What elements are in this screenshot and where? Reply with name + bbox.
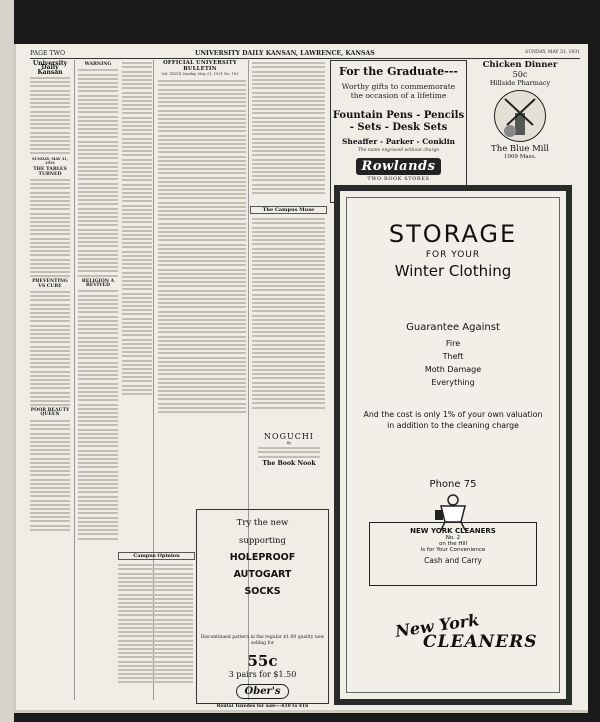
cleaner-convenience: Is for Your Convenience: [420, 547, 486, 553]
blue-mill-illustration: [494, 90, 546, 142]
pharmacy-name: Hillside Pharmacy: [489, 79, 551, 87]
column-editorial-2: [78, 60, 118, 700]
official-bulletin: [155, 60, 245, 76]
editorial-body: [30, 420, 70, 531]
holeproof-supporting: supporting: [239, 536, 286, 546]
editorial-heading: POOR BEAUTY QUEEN: [30, 408, 70, 418]
rental-tuxedos: Rental Tuxedos for sale---$10 to $16: [216, 704, 309, 709]
bulletin-title: OFFICIAL UNIVERSITY BULLETIN: [163, 60, 237, 72]
holeproof-try: Try the new: [236, 518, 289, 528]
noguchi-by: By: [286, 441, 292, 445]
campus-muse-poems: [252, 216, 325, 426]
grad-brands: Sheaffer - Parker - Conklin: [342, 137, 455, 146]
storage-ad: [334, 185, 572, 705]
storage-inner-frame: [346, 197, 560, 693]
blue-mill-address: 1009 Mass.: [503, 154, 537, 160]
paper-title: UNIVERSITY DAILY KANSAN, LAWRENCE, KANSAS: [195, 50, 375, 57]
editorial-heading: PREVENTING VS CURE: [32, 279, 68, 289]
dinner-line: Chicken Dinner: [482, 60, 558, 70]
risk-item: Moth Damage: [424, 365, 482, 374]
obers-logo: Ober's: [236, 684, 288, 699]
windmill-icon: [495, 91, 545, 141]
cleaner-name: NEW YORK CLEANERS: [410, 527, 496, 535]
holeproof-socks-ad: [196, 509, 329, 709]
editorial-body: [78, 290, 118, 539]
grad-tagline: Worthy gifts to commemorate the occasion of a lifetime: [341, 82, 456, 100]
rowlands-sub: TWO BOOK STORES: [367, 176, 430, 182]
opinion-body: [118, 564, 193, 683]
column-editorial-3: [122, 60, 152, 548]
editorial-body: [78, 69, 118, 276]
column-bulletin-continued: [252, 60, 325, 204]
masthead-title: University Daily Kansan: [32, 60, 68, 76]
poem-text: [252, 218, 325, 408]
risk-item: Fire: [445, 339, 461, 348]
bulletin-text: [252, 62, 325, 194]
risk-list: [347, 337, 559, 389]
storage-headline: STORAGE: [388, 220, 518, 248]
cash-and-carry: Cash and Carry: [424, 556, 482, 565]
new-york-cleaners-box: [369, 522, 537, 586]
blue-mill-name: The Blue Mill: [491, 144, 549, 154]
grad-engraving-note: The name engraved without charge: [357, 148, 440, 153]
campus-muse-heading: The Campus Muse: [250, 206, 327, 214]
banner-new-york: New York: [394, 610, 481, 641]
autogart-brand: AUTOGART: [233, 569, 292, 580]
page-number: PAGE TWO: [30, 50, 66, 57]
bulletin-body: [158, 78, 246, 508]
editorial-heading: RELIGION A REVIVED: [81, 278, 115, 288]
page-shadow-edge: [0, 0, 14, 722]
banner-cleaners: CLEANERS: [423, 632, 538, 652]
header-date: SUNDAY, MAY 31, 1931: [525, 50, 580, 55]
editorial-body: [122, 62, 152, 395]
column-masthead: [30, 60, 70, 700]
rowlands-logo: Rowlands: [356, 158, 442, 175]
storage-winter-clothing: Winter Clothing: [394, 262, 512, 280]
cleaner-number: No. 2: [445, 535, 461, 541]
editorial-heading: WARNING: [84, 62, 112, 67]
holeproof-note: Discontinued pattern in the regular $1.00 quality now selling for: [200, 635, 325, 646]
editorial-heading: THE TABLES TURNED: [33, 167, 67, 177]
risk-item: Theft: [442, 352, 464, 361]
guarantee-heading: Guarantee Against: [406, 322, 500, 333]
storage-phone: Phone 75: [429, 479, 477, 490]
campus-opinion-heading: Campus Opinion: [118, 552, 195, 560]
masthead-date: SUNDAY, MAY 31, 1931: [32, 156, 68, 165]
socks-label: SOCKS: [244, 586, 281, 597]
book-nook-name: The Book Nook: [262, 459, 316, 467]
holeproof-pairs: 3 pairs for $1.50: [228, 670, 297, 679]
bulletin-subtitle: Vol. XXVIII Sunday, May 31, 1931 No. 183: [161, 72, 239, 76]
graduate-gifts-ad: [330, 60, 467, 203]
grad-headline: For the Graduate---: [339, 65, 458, 78]
noguchi-text: [258, 447, 320, 457]
header-rule: [30, 58, 580, 59]
campus-opinion-body: [118, 562, 193, 704]
holeproof-brand: HOLEPROOF: [229, 552, 296, 563]
storage-for-your: FOR YOUR: [425, 250, 481, 260]
risk-item: Everything: [431, 378, 475, 387]
noguchi-ad: [250, 430, 328, 508]
column-rule: [74, 60, 75, 700]
dinner-price: 50c: [512, 70, 528, 79]
storage-cost-note: And the cost is only 1% of your own valuation in addition to the cleaning charge: [363, 410, 543, 430]
masthead-staff-list: [30, 77, 70, 154]
bulletin-text: [158, 80, 246, 413]
holeproof-price: 55c: [247, 652, 278, 670]
new-york-cleaners-banner: [365, 610, 541, 656]
grad-products: Fountain Pens - Pencils - Sets - Desk Sets: [332, 110, 465, 133]
cleaner-location: on the Hill: [438, 541, 468, 547]
noguchi-title: NOGUCHI: [264, 432, 314, 441]
blue-mill-ad: [470, 60, 570, 184]
editorial-body: [30, 291, 70, 406]
editorial-body: [30, 179, 70, 277]
